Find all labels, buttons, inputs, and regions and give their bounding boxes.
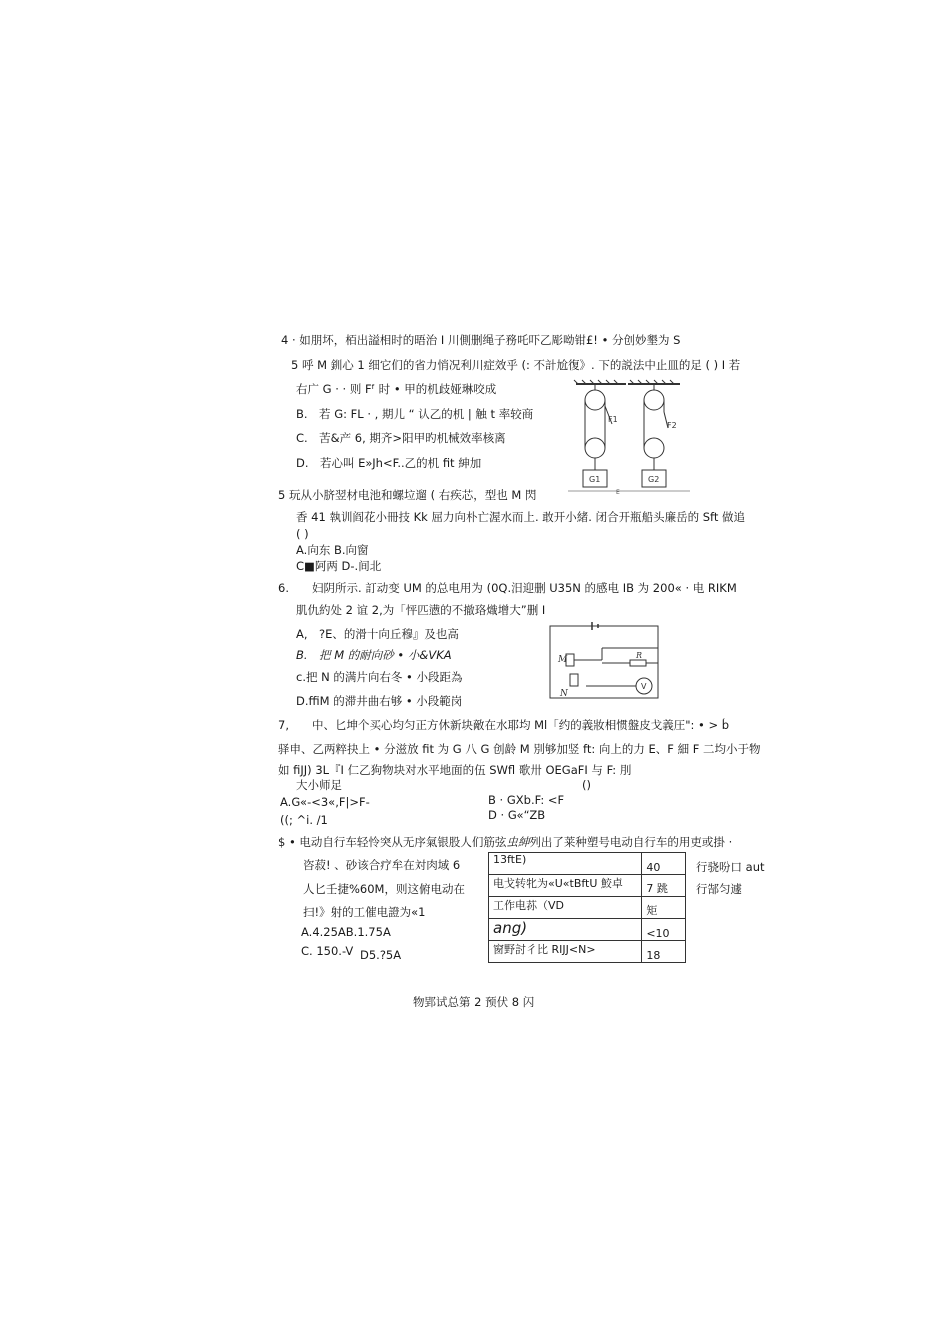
q6-option-a: A, ?E、的滑十向丘穆』及也高	[296, 627, 459, 641]
q7-option-c: ((; ^i. /1	[280, 813, 328, 827]
q4-line1: 4 · 如朋坏，栢出謚相时的晤治 I 川側删绳子務吒吓乙彫呦钳£! • 分创妙墾为 S	[281, 333, 681, 347]
label-g2: G2	[648, 475, 660, 484]
q5-options-cd: C■阿两 D-.间北	[296, 559, 382, 573]
table-cell-label: ang)	[489, 919, 642, 941]
table-cell-label: 13ftE)	[489, 853, 642, 875]
q4-option-a: 右广 G · · 则 Fᶠ 时 • 甲的机歧娅琳咬成	[296, 382, 497, 396]
table-row	[489, 897, 686, 919]
label-v: V	[641, 682, 647, 691]
q8-right-line1: 行骁吩口 aut	[696, 860, 765, 874]
q8-option-c: C. 150.-V	[301, 944, 354, 958]
label-g1: G1	[589, 475, 601, 484]
q5-line1: 5 玩从小脐翌材电池和螺垃遛 ( 右疾芯，型也 M 閃	[278, 488, 537, 502]
label-m: M	[558, 655, 568, 665]
q6-option-b: B. 把 M 的耐向砂 • 小&VKA	[296, 648, 452, 662]
q8-line1-italic: 虫紳	[506, 835, 530, 849]
q6-line2: 肌仇約处 2 谊 2,为「怦匹懑的不撤珞熾增大”删 I	[296, 603, 546, 617]
q4-option-b: B. 若 G: FL · , 期儿 “ 认乙的机 | 触 t 率较商	[296, 407, 534, 421]
label-f2: F2	[667, 421, 677, 430]
q8-line1-text: $ • 电动自行车轻怜突从无序氣银股人们筋弦	[278, 835, 507, 849]
q5-line3: ( )	[296, 527, 309, 541]
q4-option-c: C. 苦&产 6, 期齐>阳甲旳机械效率核离	[296, 431, 506, 445]
pulley-figure	[568, 378, 690, 494]
q7-line3: 如 fiJJ) 3L『I 仁乙狗物块对水平地面的伍 SWfl 歌卅 OEGaFI 与 F: 刖	[278, 763, 632, 777]
table-cell-value: 7 跳	[642, 875, 686, 897]
label-f1: F1	[608, 415, 618, 424]
q6-option-d: D.ffiM 的滞井曲右够 • 小段範岗	[296, 694, 463, 708]
q4-option-d: D. 若心叫 E»Jh<F..乙的机 fit 紳加	[296, 456, 482, 470]
q8-side-line2: 人匕壬捷%60M，则这俯电动在	[303, 882, 465, 896]
table-row	[489, 941, 686, 963]
table-cell-label: 窗野討彳比 RIJJ<N>	[489, 941, 642, 963]
table-cell-label: 工作电荪（VD	[489, 897, 642, 919]
q7-answer-paren: ()	[582, 778, 591, 792]
q8-options-ab: A.4.25AB.1.75A	[301, 925, 391, 939]
q7-option-b: B · GXb.F: <F	[488, 793, 565, 807]
table-cell-value: 40	[642, 853, 686, 875]
q8-line1-rest: 列出了莱种塑号电动自行车的用吏或掛 ·	[529, 835, 733, 849]
table-cell-value: 矩	[642, 897, 686, 919]
q7-option-a: A.G«-<3«,F|>F-	[280, 795, 370, 809]
q7-line2: 驿申、乙两粹抉上 • 分滋放 fit 为 G 八 G 创龄 M 別够加竖 ft: 向上的力 E、F 細 F 二均小于物	[278, 742, 761, 756]
ebike-spec-table	[488, 852, 686, 963]
page-footer: 物郢试总第 2 预伏 8 闪	[413, 995, 535, 1009]
q8-line1	[278, 835, 732, 850]
q7-line4: 大小师足	[296, 778, 342, 792]
table-cell-label: 电戈转牝为«U«tBftU 鮫卓	[489, 875, 642, 897]
q5-options-ab: A.向东 B.向窗	[296, 543, 369, 557]
q7-option-d: D · G«“ZB	[488, 808, 546, 822]
q4-line2: 5 呼 M 釧心 1 细它们的省力悄况利川症效乎 (: 不計尬復》. 下的説法中止皿的足 ( ) I 若	[291, 358, 741, 372]
table-cell-value: <10	[642, 919, 686, 941]
label-r: R	[636, 651, 643, 660]
label-figure-bottom: E	[616, 489, 620, 494]
table-row	[489, 853, 686, 875]
q8-right-line2: 行郜匀遽	[696, 882, 742, 896]
q6-line1: 6. 妇阴所示. 訂动变 UM 的总电用为 (0Q.汨迎删 U35N 的感电 IB 为 200« · 电 RIKM	[278, 581, 737, 595]
circuit-figure	[546, 622, 662, 704]
table-row	[489, 919, 686, 941]
table-cell-value: 18	[642, 941, 686, 963]
q6-option-c: c.把 N 的满片向右冬 • 小段距為	[296, 670, 463, 684]
q7-line1: 7, 中、匕坤个买心均匀正方休新块敵在水耶均 Ml「约的義妝相惯盤皮戈義圧": • > b́	[278, 718, 730, 732]
q5-line2: 香 41 執训阎花小冊技 Kk 屈力向朴亡渥水而上. 敢开小緒. 闭合开瓶船头廉岳的 Sft 做追	[296, 510, 746, 524]
q8-side-line3: 扫!》射的工催电證为«1	[303, 905, 426, 919]
table-row	[489, 875, 686, 897]
q8-option-d: D5.?5A	[360, 948, 402, 962]
label-n: N	[560, 689, 568, 699]
q8-side-line1: 咨菽! 、砂该合疗牟在対肉域 6	[303, 858, 461, 872]
